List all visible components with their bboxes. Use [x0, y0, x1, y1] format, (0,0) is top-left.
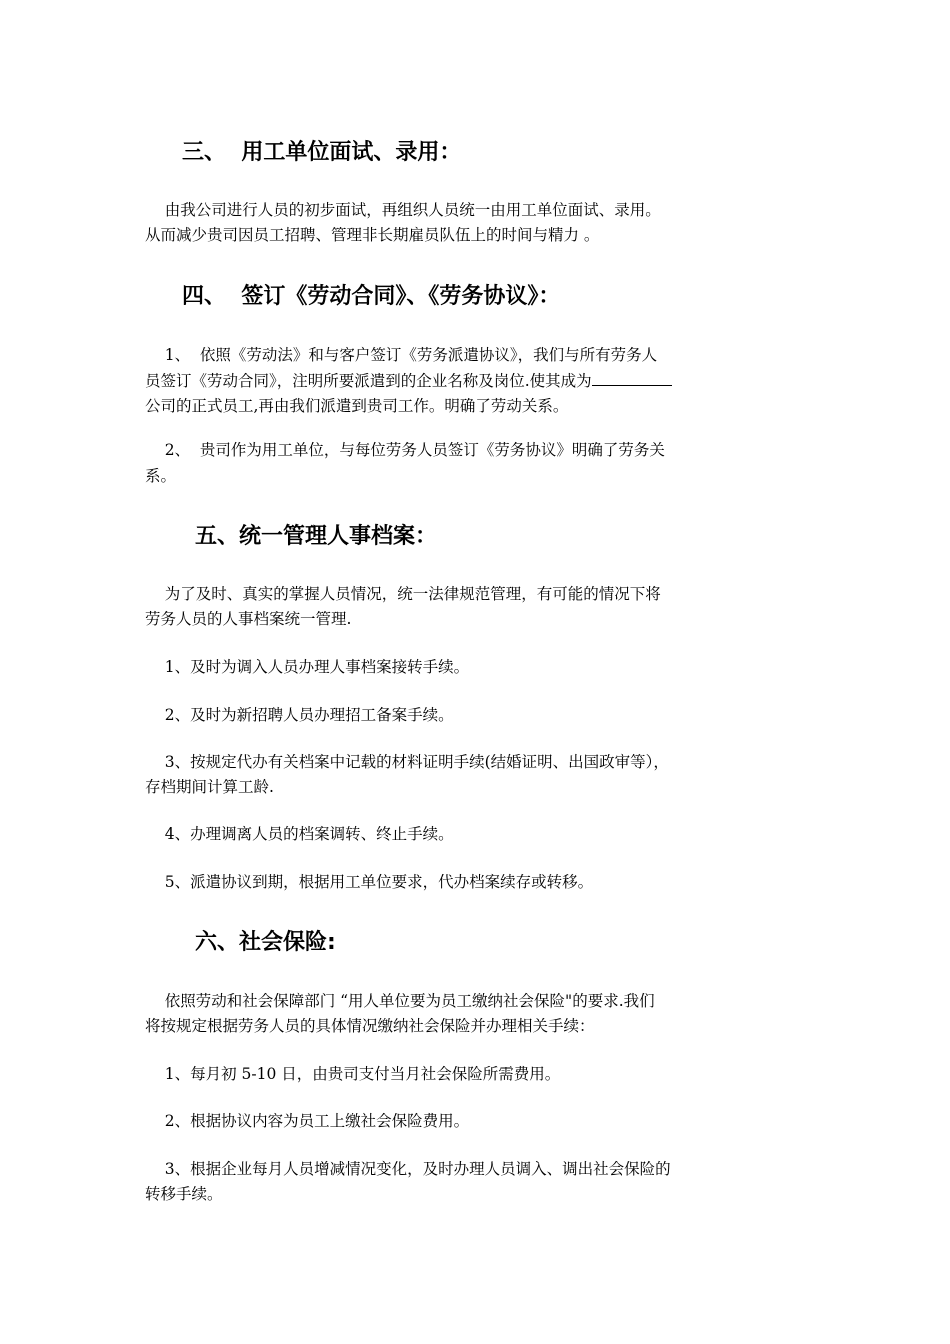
section-5-item-3-line-1: 3、按规定代办有关档案中记载的材料证明手续(结婚证明、出国政审等），: [145, 753, 669, 771]
section-5-intro-line-2: 劳务人员的人事档案统一管理.: [145, 610, 352, 628]
section-4-item-2-line-1: 2、 贵司作为用工单位，与每位劳务人员签订《劳务协议》明确了劳务关: [145, 441, 665, 459]
section-6-intro-line-1: 依照劳动和社会保障部门 “用人单位要为员工缴纳社会保险"的要求.我们: [145, 992, 655, 1010]
section-5-item-3-line-2: 存档期间计算工龄.: [145, 778, 274, 796]
section-5-item-4: 4、办理调离人员的档案调转、终止手续。: [145, 825, 454, 843]
section-6-heading: 六、社会保险:: [195, 930, 336, 955]
section-6-item-3-line-2: 转移手续。: [145, 1185, 223, 1203]
section-3-paragraph-line-1: 由我公司进行人员的初步面试，再组织人员统一由用工单位面试、录用。: [145, 201, 661, 219]
section-4-item-1-line-2-row: [145, 368, 807, 394]
section-5-item-5: 5、派遣协议到期，根据用工单位要求，代办档案续存或转移。: [145, 873, 594, 891]
section-6-intro-line-2: 将按规定根据劳务人员的具体情况缴纳社会保险并办理相关手续：: [145, 1017, 595, 1035]
section-6-item-1: 1、每月初 5-10 日，由贵司支付当月社会保险所需费用。: [145, 1065, 561, 1083]
fill-in-blank: [592, 371, 672, 386]
section-3-paragraph-line-2: 从而减少贵司因员工招聘、管理非长期雇员队伍上的时间与精力 。: [145, 226, 600, 244]
section-4-heading: 四、 签订《劳动合同》、《劳务协议》：: [182, 284, 561, 309]
section-5-item-2: 2、及时为新招聘人员办理招工备案手续。: [145, 706, 454, 724]
section-6-item-2: 2、根据协议内容为员工上缴社会保险费用。: [145, 1112, 470, 1130]
section-4-item-1-line-3: 公司的正式员工,再由我们派遣到贵司工作。明确了劳动关系。: [145, 397, 569, 415]
section-6-item-3-line-1: 3、根据企业每月人员增减情况变化，及时办理人员调入、调出社会保险的: [145, 1160, 671, 1178]
section-4-item-1-line-1: 1、 依照《劳动法》和与客户签订《劳务派遣协议》，我们与所有劳务人: [145, 346, 658, 364]
section-5-item-1: 1、及时为调入人员办理人事档案接转手续。: [145, 658, 470, 676]
section-5-intro-line-1: 为了及时、真实的掌握人员情况，统一法律规范管理，有可能的情况下将: [145, 585, 661, 603]
section-4-item-2-line-2: 系。: [145, 467, 177, 485]
section-3-heading: 三、 用工单位面试、录用：: [182, 140, 462, 165]
section-4-item-1-line-2: 员签订《劳动合同》，注明所要派遣到的企业名称及岗位.使其成为: [145, 372, 592, 390]
section-5-heading: 五、统一管理人事档案：: [195, 524, 438, 549]
